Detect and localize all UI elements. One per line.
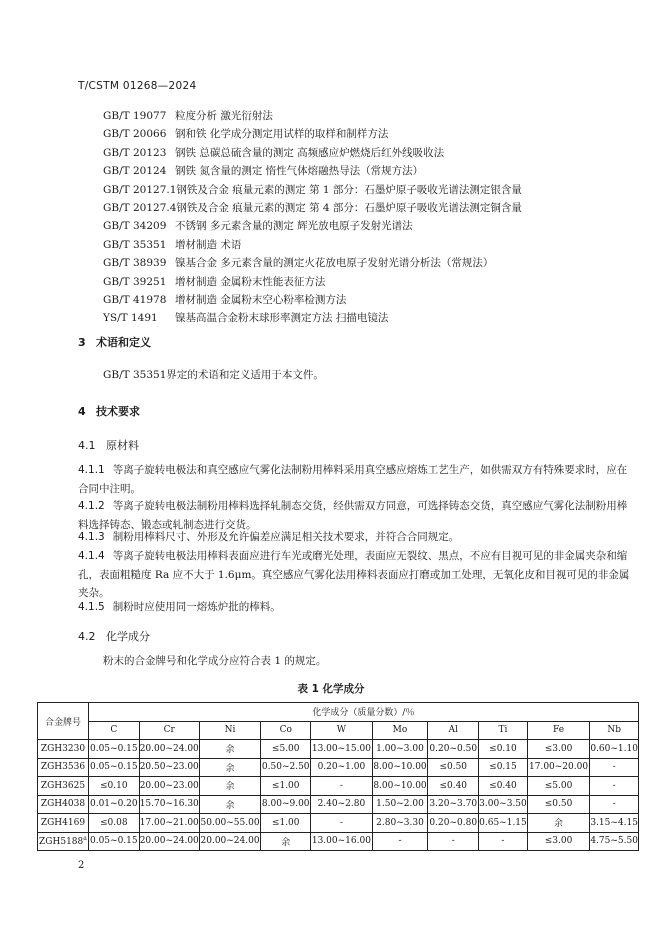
- alloy-grade-cell: ZGH3230: [38, 740, 89, 759]
- alloy-grade-cell: ZGH4038: [38, 795, 89, 814]
- reference-item: [103, 199, 522, 217]
- section-title: 化学成分: [106, 630, 150, 643]
- composition-cell: ≤0.40: [479, 777, 528, 796]
- composition-cell: -: [311, 777, 373, 796]
- reference-code: GB/T 41978: [103, 294, 167, 307]
- composition-cell: 0.05~0.15: [88, 758, 139, 777]
- composition-cell: 8.00~10.00: [372, 777, 428, 796]
- composition-cell: ≤0.50: [428, 758, 479, 777]
- composition-cell: ≤0.15: [479, 758, 528, 777]
- composition-cell: 20.00~24.00: [139, 740, 199, 759]
- composition-cell: 8.00~9.00: [261, 795, 311, 814]
- composition-cell: 0.20~1.00: [311, 758, 373, 777]
- composition-cell: ≤0.08: [88, 814, 139, 833]
- composition-cell: -: [311, 814, 373, 833]
- composition-cell: 20.50~23.00: [139, 758, 199, 777]
- composition-cell: 0.20~0.50: [428, 740, 479, 759]
- element-column-header: Ni: [199, 721, 261, 740]
- normative-references-list: [103, 107, 522, 328]
- composition-cell: 17.00~20.00: [527, 758, 590, 777]
- composition-cell: 3.00~3.50: [479, 795, 528, 814]
- section-title: 术语和定义: [96, 336, 151, 349]
- composition-cell: 余: [199, 740, 261, 759]
- composition-cell: 2.80~3.30: [372, 814, 428, 833]
- composition-cell: 3.15~4.15: [590, 814, 639, 833]
- composition-cell: 4.75~5.50: [590, 832, 639, 851]
- composition-cell: 8.00~10.00: [372, 758, 428, 777]
- composition-cell: 20.00~24.00: [199, 832, 261, 851]
- composition-cell: 余: [261, 832, 311, 851]
- composition-cell: ≤5.00: [527, 777, 590, 796]
- footnote-marker: a: [83, 835, 87, 843]
- section-number: 4.2: [78, 630, 96, 643]
- reference-code: GB/T 20066: [103, 128, 167, 141]
- element-column-header: Mo: [372, 721, 428, 740]
- reference-code: GB/T 34209: [103, 220, 167, 233]
- composition-cell: -: [590, 758, 639, 777]
- composition-cell: -: [372, 832, 428, 851]
- composition-cell: -: [479, 832, 528, 851]
- clause-4-1-1: 4.1.1 等离子旋转电极法和真空感应气雾化法制粉用棒料采用真空感应熔炼工艺生产，如供需双方有特殊要求时，应在合同中注明。: [78, 464, 628, 495]
- composition-cell: 2.40~2.80: [311, 795, 373, 814]
- chemical-composition-table: [37, 702, 639, 851]
- element-column-header: Fe: [527, 721, 590, 740]
- composition-cell: 1.50~2.00: [372, 795, 428, 814]
- element-column-header: Nb: [590, 721, 639, 740]
- composition-cell: ≤0.10: [479, 740, 528, 759]
- reference-title: 不锈钢 多元素含量的测定 辉光放电原子发射光谱法: [175, 220, 413, 233]
- reference-code: YS/T 1491: [103, 312, 158, 325]
- element-column-header: Al: [428, 721, 479, 740]
- section-4-heading: [78, 403, 140, 419]
- composition-cell: 0.01~0.20: [88, 795, 139, 814]
- reference-item: [103, 181, 522, 199]
- grade-column-header: 合金牌号: [38, 703, 89, 740]
- clause-4-1-2: 4.1.2 等离子旋转电极法制粉用棒料选择轧制态交货，经供需双方同意，可选择铸态交货，真空感应气雾化法制粉用棒料选择铸态、锻态或轧制态进行交货。: [78, 500, 628, 531]
- reference-item: [103, 309, 522, 327]
- reference-title: 增材制造 金属粉末空心粉率检测方法: [175, 294, 347, 307]
- composition-cell: ≤3.00: [527, 832, 590, 851]
- composition-cell: 0.60~1.10: [590, 740, 639, 759]
- table-row: [38, 814, 639, 833]
- composition-cell: 0.50~2.50: [261, 758, 311, 777]
- reference-code: GB/T 39251: [103, 275, 167, 288]
- reference-item: [103, 107, 522, 125]
- section-number: 4: [78, 405, 86, 418]
- section-4-2-heading: [78, 628, 150, 644]
- section-3-heading: [78, 334, 151, 350]
- composition-cell: 17.00~21.00: [139, 814, 199, 833]
- reference-title: 增材制造 术语: [175, 238, 242, 251]
- composition-cell: ≤0.10: [88, 777, 139, 796]
- section-number: 4.1: [78, 439, 96, 452]
- reference-title: 镍基合金 多元素含量的测定火花放电原子发射光谱分析法（常规法）: [175, 257, 494, 270]
- composition-cell: -: [590, 795, 639, 814]
- reference-item: [103, 162, 522, 180]
- clause-4-1-5: 4.1.5 制粉时应使用同一熔炼炉批的棒料。: [78, 601, 281, 613]
- reference-title: 钢铁 氮含量的测定 惰性气体熔融热导法（常规方法）: [175, 165, 424, 178]
- reference-title: 镍基高温合金粉末球形率测定方法 扫描电镜法: [175, 312, 389, 325]
- composition-cell: 0.05~0.15: [88, 740, 139, 759]
- reference-code: GB/T 19077: [103, 110, 167, 122]
- composition-cell: 13.00~16.00: [311, 832, 373, 851]
- reference-code: GB/T 20124: [103, 165, 167, 178]
- section-4-2-text: 粉末的合金牌号和化学成分应符合表 1 的规定。: [103, 655, 327, 667]
- clause-4-1-3: 4.1.3 制粉用棒料尺寸、外形及允许偏差应满足相关技术要求，并符合合同规定。: [78, 531, 460, 543]
- reference-code: GB/T 20127.1: [103, 183, 177, 196]
- composition-cell: ≤0.50: [527, 795, 590, 814]
- reference-title: 钢和铁 化学成分测定用试样的取样和制样方法: [175, 128, 389, 141]
- reference-item: [103, 236, 522, 254]
- composition-cell: ≤1.00: [261, 814, 311, 833]
- composition-group-header: 化学成分（质量分数）/％: [88, 703, 638, 722]
- table-caption: 表 1 化学成分: [297, 683, 365, 695]
- reference-item: [103, 273, 522, 291]
- reference-title: 钢铁 总碳总硫含量的测定 高频感应炉燃烧后红外线吸收法: [175, 146, 445, 159]
- standard-code-header: T/CSTM 01268—2024: [78, 80, 197, 92]
- reference-code: GB/T 20127.4: [103, 202, 177, 215]
- element-column-header: Co: [261, 721, 311, 740]
- reference-title: 钢铁及合金 痕量元素的测定 第 1 部分：石墨炉原子吸收光谱法测定银含量: [176, 183, 522, 196]
- composition-cell: 13.00~15.00: [311, 740, 373, 759]
- element-column-header: Cr: [139, 721, 199, 740]
- composition-cell: 0.05~0.15: [88, 832, 139, 851]
- section-title: 原材料: [106, 439, 139, 452]
- section-title: 技术要求: [96, 405, 140, 418]
- composition-cell: ≤3.00: [527, 740, 590, 759]
- composition-cell: 20.00~23.00: [139, 777, 199, 796]
- table-row: [38, 740, 639, 759]
- composition-cell: -: [590, 777, 639, 796]
- element-column-header: Ti: [479, 721, 528, 740]
- element-column-header: W: [311, 721, 373, 740]
- table-row: [38, 832, 639, 851]
- composition-cell: 0.65~1.15: [479, 814, 528, 833]
- composition-cell: 余: [199, 795, 261, 814]
- reference-code: GB/T 38939: [103, 257, 167, 270]
- alloy-grade-cell: ZGH4169: [38, 814, 89, 833]
- reference-item: [103, 144, 522, 162]
- table-row: [38, 758, 639, 777]
- reference-item: [103, 254, 522, 272]
- reference-item: [103, 291, 522, 309]
- alloy-grade-cell: ZGH5188$^a$: [38, 832, 89, 851]
- table-row: [38, 795, 639, 814]
- section-4-1-heading: [78, 437, 139, 453]
- composition-cell: 余: [527, 814, 590, 833]
- page-number: 2: [78, 860, 85, 871]
- composition-cell: 15.70~16.30: [139, 795, 199, 814]
- composition-cell: ≤5.00: [261, 740, 311, 759]
- section-number: 3: [78, 336, 86, 349]
- composition-cell: 0.20~0.80: [428, 814, 479, 833]
- composition-cell: -: [428, 832, 479, 851]
- composition-cell: 20.00~24.00: [139, 832, 199, 851]
- element-column-header: C: [88, 721, 139, 740]
- composition-cell: 余: [199, 758, 261, 777]
- composition-cell: 1.00~3.00: [372, 740, 428, 759]
- composition-cell: 余: [199, 777, 261, 796]
- clause-4-1-4: 4.1.4 等离子旋转电极法用棒料表面应进行车光或磨光处理，表面应无裂纹、黑点，不应有目视可见的非金属夹杂和缩孔，表面粗糙度 Ra 应不大于 1.6μm。真空感应气雾化法用棒料表面应打磨或加工处理，无氧化皮和目视可见的非金属夹杂。: [78, 550, 630, 599]
- composition-cell: 50.00~55.00: [199, 814, 261, 833]
- table-row: [38, 777, 639, 796]
- reference-title: 钢铁及合金 痕量元素的测定 第 4 部分：石墨炉原子吸收光谱法测定铜含量: [176, 202, 522, 215]
- composition-cell: 3.20~3.70: [428, 795, 479, 814]
- composition-cell: ≤0.40: [428, 777, 479, 796]
- section-3-text: GB/T 35351界定的术语和定义适用于本文件。: [103, 369, 324, 381]
- alloy-grade-cell: ZGH3625: [38, 777, 89, 796]
- reference-title: 增材制造 金属粉末性能表征方法: [175, 275, 326, 288]
- alloy-grade-cell: ZGH3536: [38, 758, 89, 777]
- reference-code: GB/T 35351: [103, 238, 167, 251]
- reference-item: [103, 125, 522, 143]
- reference-title: 粒度分析 激光衍射法: [175, 110, 273, 122]
- reference-code: GB/T 20123: [103, 146, 167, 159]
- composition-cell: ≤1.00: [261, 777, 311, 796]
- reference-item: [103, 217, 522, 235]
